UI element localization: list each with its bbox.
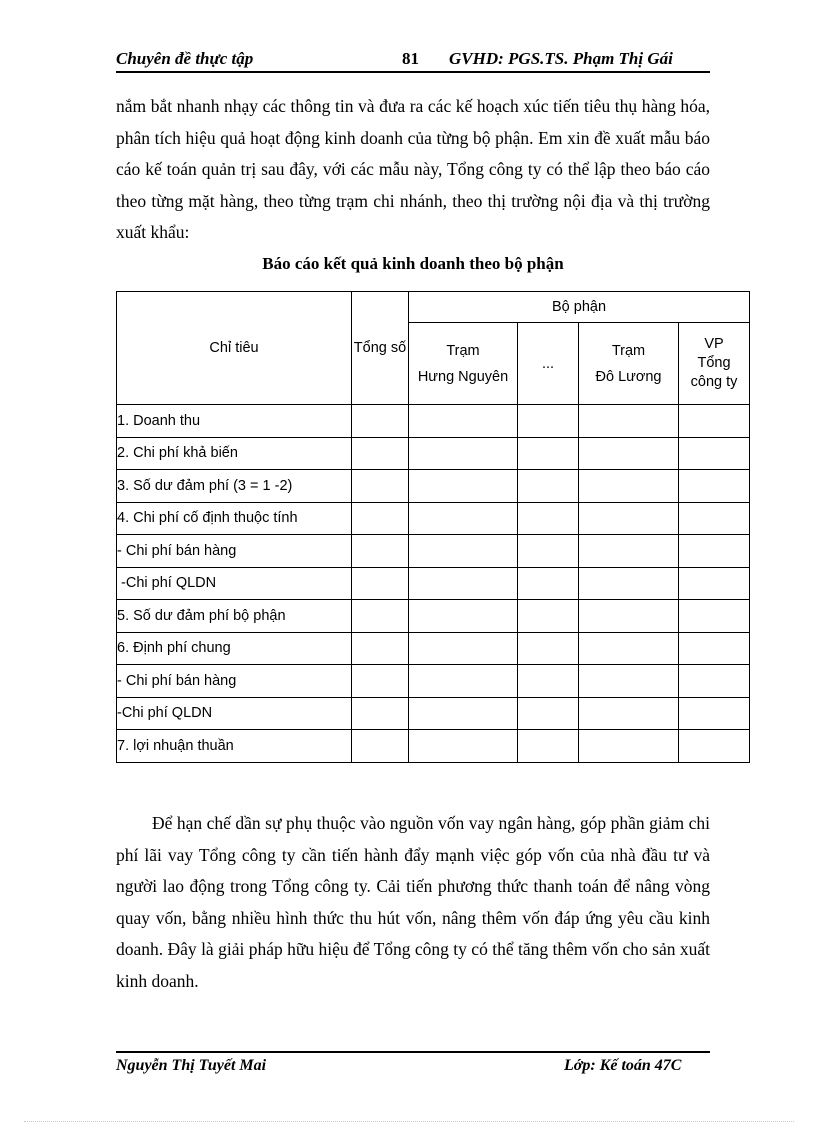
header-station-hung-nguyen xyxy=(409,323,518,405)
table-cell xyxy=(579,697,679,730)
page-number: 81 xyxy=(402,49,419,68)
table-cell xyxy=(352,535,409,568)
row-label: 4. Chi phí cố định thuộc tính xyxy=(117,502,352,535)
table-row xyxy=(117,697,750,730)
table-cell xyxy=(352,470,409,503)
office-line3: công ty xyxy=(690,374,738,390)
table-cell xyxy=(679,502,750,535)
table-cell xyxy=(518,632,579,665)
table-row xyxy=(117,632,750,665)
table-cell xyxy=(579,535,679,568)
header-title: Chuyên đề thực tập xyxy=(116,49,254,68)
row-label: -Chi phí QLDN xyxy=(117,567,352,600)
table-row xyxy=(117,437,750,470)
row-label: - Chi phí bán hàng xyxy=(117,535,352,568)
table-cell xyxy=(409,405,518,438)
intro-paragraph: nắm bắt nhanh nhạy các thông tin và đưa ra các kế hoạch xúc tiến tiêu thụ hàng hóa, phân tích hiệu quả hoạt động kinh doanh của từng bộ phận. Em xin đề xuất mẫu báo cáo kế toán quản trị sau đây, với các mẫu này, Tổng công ty có thể lập theo báo cáo theo từng mặt hàng, theo từng trạm chi nhánh, theo thị trường nội địa và thị trường xuất khẩu: xyxy=(116,96,710,242)
header-ellipsis: ... xyxy=(518,323,579,405)
table-cell xyxy=(409,600,518,633)
table-cell xyxy=(409,535,518,568)
table-cell xyxy=(409,470,518,503)
table-cell xyxy=(409,567,518,600)
footer-class: Lớp: Kế toán 47C xyxy=(564,1057,682,1074)
table-cell xyxy=(518,405,579,438)
table-cell xyxy=(409,502,518,535)
table-cell xyxy=(518,535,579,568)
table-cell xyxy=(409,665,518,698)
table-cell xyxy=(352,665,409,698)
table-cell xyxy=(579,502,679,535)
table-row xyxy=(117,567,750,600)
table-cell xyxy=(352,697,409,730)
table-cell xyxy=(352,502,409,535)
table-row xyxy=(117,470,750,503)
table-cell xyxy=(352,600,409,633)
table-cell xyxy=(518,600,579,633)
table-cell xyxy=(679,535,750,568)
table-cell xyxy=(679,600,750,633)
station-label: Trạm xyxy=(611,342,646,359)
table-cell xyxy=(679,405,750,438)
row-label: 6. Định phí chung xyxy=(117,632,352,665)
table-cell xyxy=(352,437,409,470)
table-row xyxy=(117,600,750,633)
table-title: Báo cáo kết quả kinh doanh theo bộ phận xyxy=(262,254,564,273)
table-cell xyxy=(579,665,679,698)
table-cell xyxy=(679,567,750,600)
row-label: 7. lợi nhuận thuần xyxy=(117,730,352,763)
table-cell xyxy=(352,632,409,665)
station-name: Đô Lương xyxy=(595,368,662,385)
solution-paragraph: Để hạn chế dần sự phụ thuộc vào nguồn vốn vay ngân hàng, góp phần giảm chi phí lãi vay Tổng công ty cần tiến hành đẩy mạnh việc góp vốn của nhà đầu tư và người lao động trong Tổng công ty. Cải tiến phương thức thanh toán để nâng vòng quay vốn, bằng nhiều hình thức thu hút vốn, nâng thêm vốn đáp ứng yêu cầu kinh doanh. Đây là giải pháp hữu hiệu để Tổng công ty có thể tăng thêm vốn cho sản xuất kinh doanh. xyxy=(116,813,710,991)
row-label: 5. Số dư đảm phí bộ phận xyxy=(117,600,352,633)
table-cell xyxy=(518,502,579,535)
table-cell xyxy=(579,437,679,470)
header-department: Bộ phận xyxy=(409,292,750,323)
header-station-do-luong xyxy=(579,323,679,405)
header-total: Tổng số xyxy=(352,292,409,405)
row-label: 1. Doanh thu xyxy=(117,405,352,438)
table-cell xyxy=(679,697,750,730)
table-cell xyxy=(679,665,750,698)
station-name: Hưng Nguyên xyxy=(417,368,509,385)
header-head-office xyxy=(679,323,750,405)
table-row xyxy=(117,502,750,535)
table-cell xyxy=(518,697,579,730)
table-cell xyxy=(579,730,679,763)
table-cell xyxy=(579,632,679,665)
table-cell xyxy=(518,665,579,698)
office-line2: Tổng xyxy=(697,355,731,371)
table-cell xyxy=(352,730,409,763)
table-cell xyxy=(579,470,679,503)
row-label: - Chi phí bán hàng xyxy=(117,665,352,698)
page-footer xyxy=(116,1051,710,1077)
table-cell xyxy=(409,437,518,470)
table-cell xyxy=(579,405,679,438)
row-label: 3. Số dư đảm phí (3 = 1 -2) xyxy=(117,470,352,503)
page-edge-divider xyxy=(24,1121,794,1122)
table-row xyxy=(117,405,750,438)
page-header xyxy=(116,49,710,73)
table-cell xyxy=(679,730,750,763)
station-label: Trạm xyxy=(446,342,480,359)
segment-report-table xyxy=(116,291,750,763)
table-cell xyxy=(579,567,679,600)
table-cell xyxy=(518,470,579,503)
table-row xyxy=(117,665,750,698)
table-cell xyxy=(679,437,750,470)
table-cell xyxy=(352,567,409,600)
table-cell xyxy=(409,697,518,730)
table-cell xyxy=(518,437,579,470)
table-row xyxy=(117,535,750,568)
table-cell xyxy=(409,632,518,665)
row-label: 2. Chi phí khả biến xyxy=(117,437,352,470)
row-label: -Chi phí QLDN xyxy=(117,697,352,730)
table-cell xyxy=(409,730,518,763)
header-advisor: GVHD: PGS.TS. Phạm Thị Gái xyxy=(449,49,673,68)
header-criteria: Chỉ tiêu xyxy=(117,292,352,405)
table-cell xyxy=(518,567,579,600)
table-cell xyxy=(518,730,579,763)
table-cell xyxy=(679,632,750,665)
office-label: VP xyxy=(704,336,724,352)
table-cell xyxy=(352,405,409,438)
footer-author: Nguyễn Thị Tuyết Mai xyxy=(116,1057,267,1074)
table-cell xyxy=(679,470,750,503)
table-row xyxy=(117,730,750,763)
table-cell xyxy=(579,600,679,633)
